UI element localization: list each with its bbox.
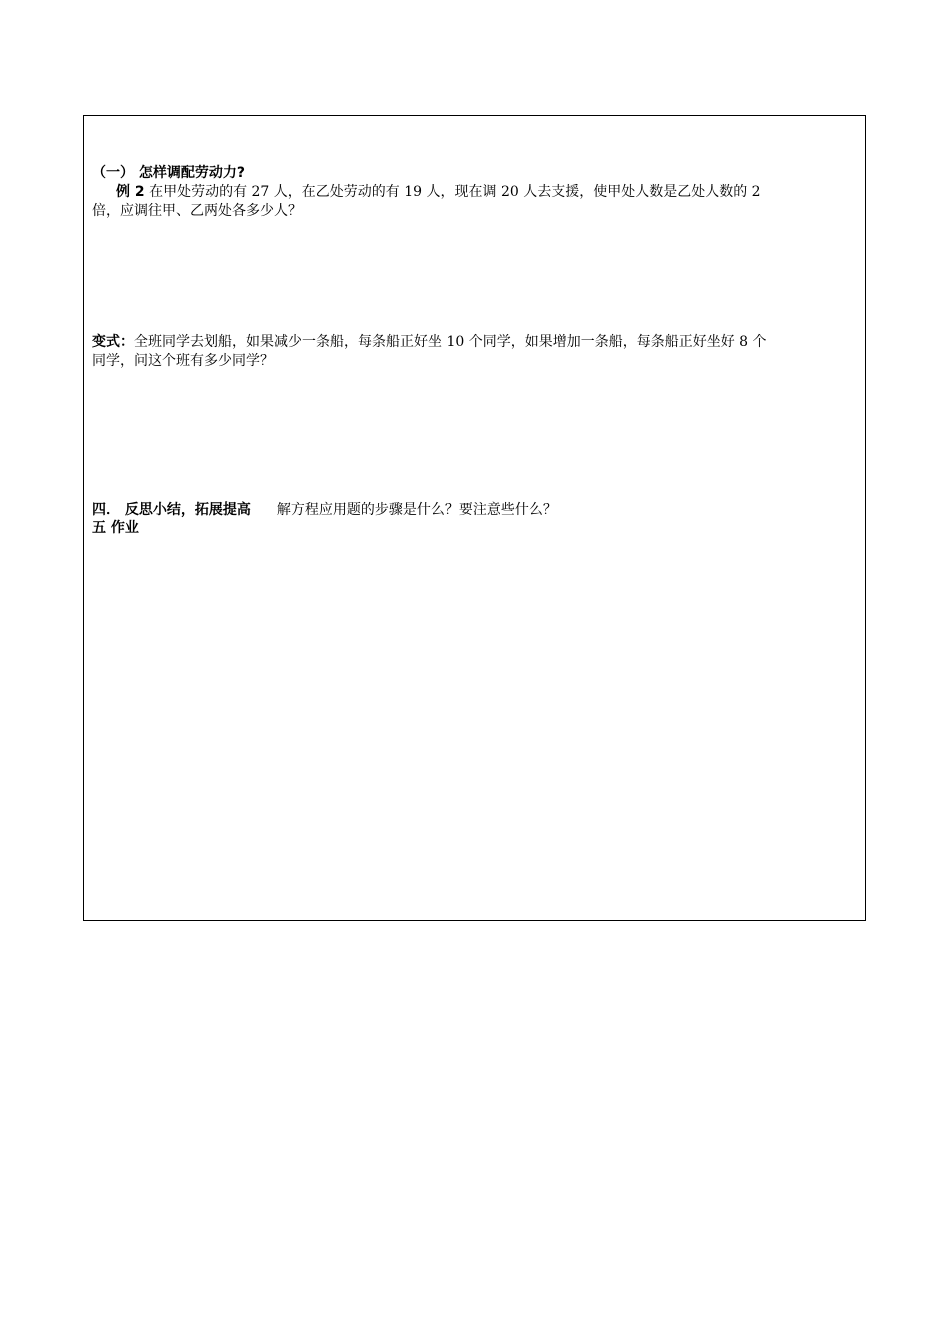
worksheet-frame	[83, 115, 866, 921]
section-one-heading: （一） 怎样调配劳动力?	[92, 165, 245, 181]
example-label: 例 2	[116, 184, 145, 200]
variant-line-1	[92, 333, 857, 351]
example-2-line-2: 倍，应调往甲、乙两处各多少人？	[92, 203, 302, 219]
variant-line-2: 同学，问这个班有多少同学？	[92, 353, 274, 369]
example-2-line-1	[92, 183, 857, 201]
section-four-question: 解方程应用题的步骤是什么？要注意些什么？	[276, 502, 557, 518]
section-four-heading: 四． 反思小结，拓展提高	[92, 502, 251, 518]
variant-label: 变式：	[92, 334, 134, 350]
example-text-line-1: 在甲处劳动的有 27 人，在乙处劳动的有 19 人，现在调 20 人去支援，使甲处人数是乙处人数的 2	[144, 184, 761, 200]
section-five-heading: 五 作业	[92, 520, 139, 536]
variant-text-line-1: 全班同学去划船，如果减少一条船，每条船正好坐 10 个同学，如果增加一条船，每条船正好坐好 8 个	[134, 334, 767, 350]
section-four-line	[92, 501, 857, 519]
